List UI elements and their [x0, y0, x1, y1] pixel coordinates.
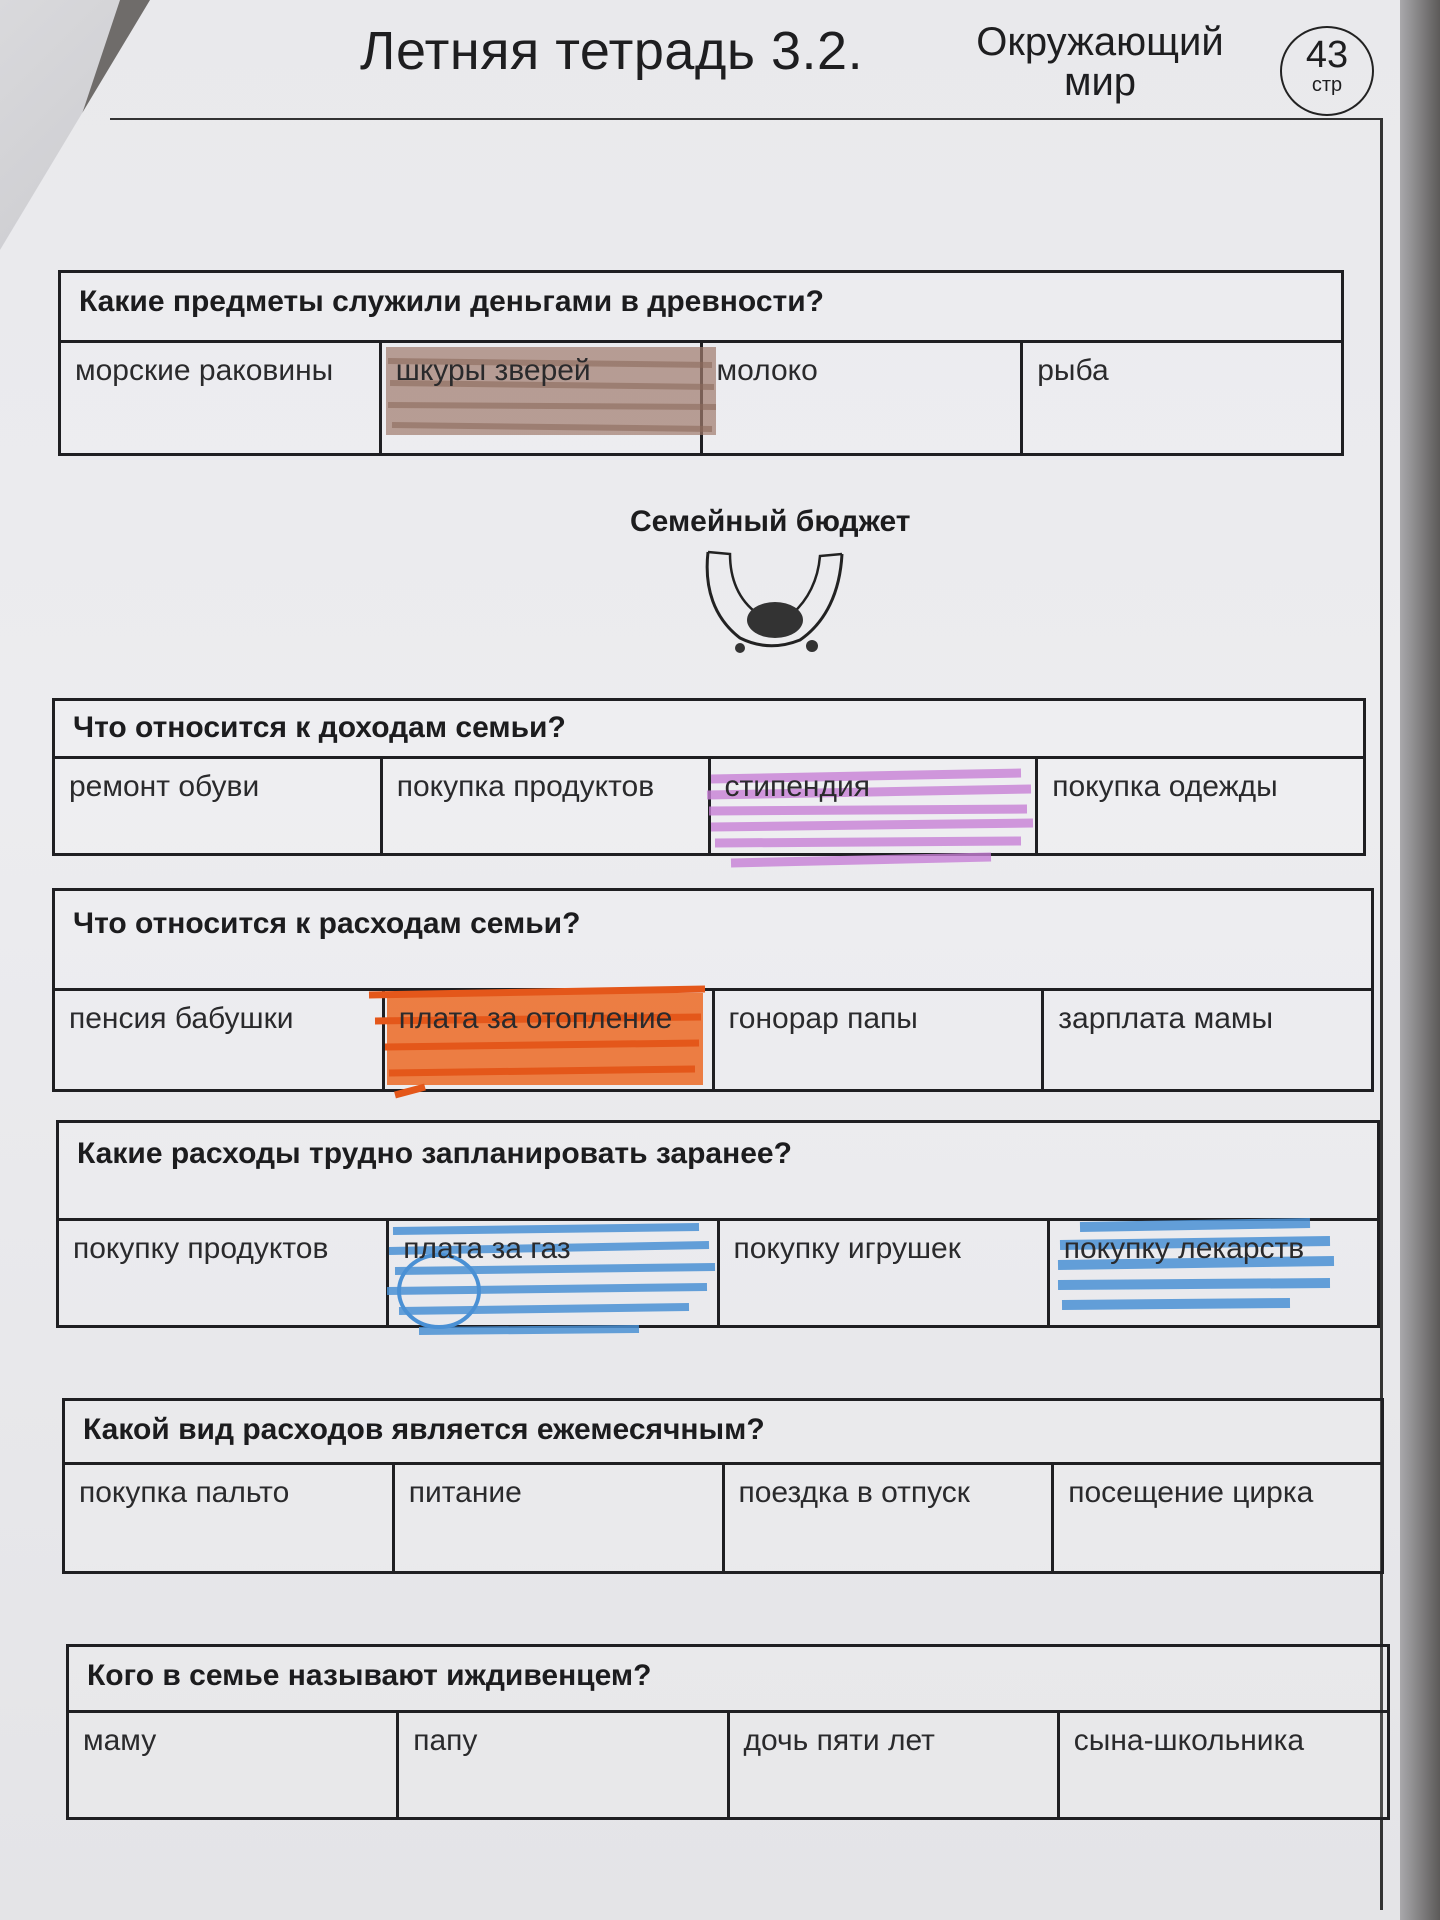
workbook-title: Летняя тетрадь 3.2. [360, 21, 864, 81]
page-unit: стр [1311, 74, 1343, 96]
question-text: Что относится к доходам семьи? [55, 701, 1363, 759]
page-number-badge [1280, 26, 1374, 116]
answer-option[interactable]: рыба [1037, 354, 1109, 387]
question-table-3 [52, 888, 1374, 1092]
question-table-4 [56, 1120, 1380, 1328]
answer-option[interactable]: папу [399, 1713, 729, 1817]
answer-option[interactable]: покупка одежды [1052, 770, 1278, 803]
question-text: Какие расходы трудно запланировать заранее? [59, 1123, 1377, 1221]
answer-option[interactable]: сына-школьника [1073, 1724, 1305, 1757]
answer-option[interactable]: покупка продуктов [383, 759, 711, 853]
question-table-2 [52, 698, 1366, 856]
question-text: Что относится к расходам семьи? [55, 891, 1371, 991]
question-table-5 [62, 1398, 1384, 1574]
hands-with-coins-icon [700, 548, 850, 658]
orange-pencil-highlight [365, 971, 715, 1101]
answer-option[interactable]: шкуры зверей [382, 343, 703, 453]
answer-option[interactable]: зарплата мамы [1058, 1002, 1274, 1035]
subject-title: Окружающий мир [976, 20, 1224, 104]
answer-option[interactable]: покупку игрушек [720, 1221, 1050, 1325]
answer-option[interactable]: гонорар папы [715, 991, 1045, 1089]
answer-option[interactable]: покупку лекарств [1050, 1221, 1377, 1325]
answer-option[interactable]: молоко [703, 343, 1024, 453]
answer-option[interactable]: маму [69, 1713, 399, 1817]
answer-option[interactable]: дочь пяти лет [730, 1713, 1060, 1817]
question-text: Кого в семье называют иждивенцем? [69, 1647, 1387, 1713]
section-title: Семейный бюджет [630, 505, 911, 538]
question-text: Какие предметы служили деньгами в древности? [61, 273, 1341, 343]
answer-option[interactable]: стипендия [711, 759, 1039, 853]
answer-option[interactable]: питание [395, 1465, 725, 1571]
answer-option[interactable]: покупку продуктов [59, 1221, 389, 1325]
page-edge-shadow [1400, 0, 1440, 1920]
answer-option[interactable]: поездка в отпуск [725, 1465, 1055, 1571]
blue-pencil-highlight [1050, 1213, 1340, 1323]
answer-option[interactable]: пенсия бабушки [55, 991, 385, 1089]
question-table-1 [58, 270, 1344, 456]
answer-option[interactable]: ремонт обуви [55, 759, 383, 853]
question-table-6 [66, 1644, 1390, 1820]
page-number: 43 [1305, 34, 1349, 76]
answer-option[interactable]: морские раковины [61, 343, 382, 453]
answer-option[interactable]: плата за газ [389, 1221, 719, 1325]
answer-option[interactable]: покупка пальто [65, 1465, 395, 1571]
question-text: Какой вид расходов является ежемесячным? [65, 1401, 1381, 1465]
answer-option[interactable]: посещение цирка [1068, 1476, 1314, 1509]
answer-option[interactable]: плата за отопление [385, 991, 715, 1089]
